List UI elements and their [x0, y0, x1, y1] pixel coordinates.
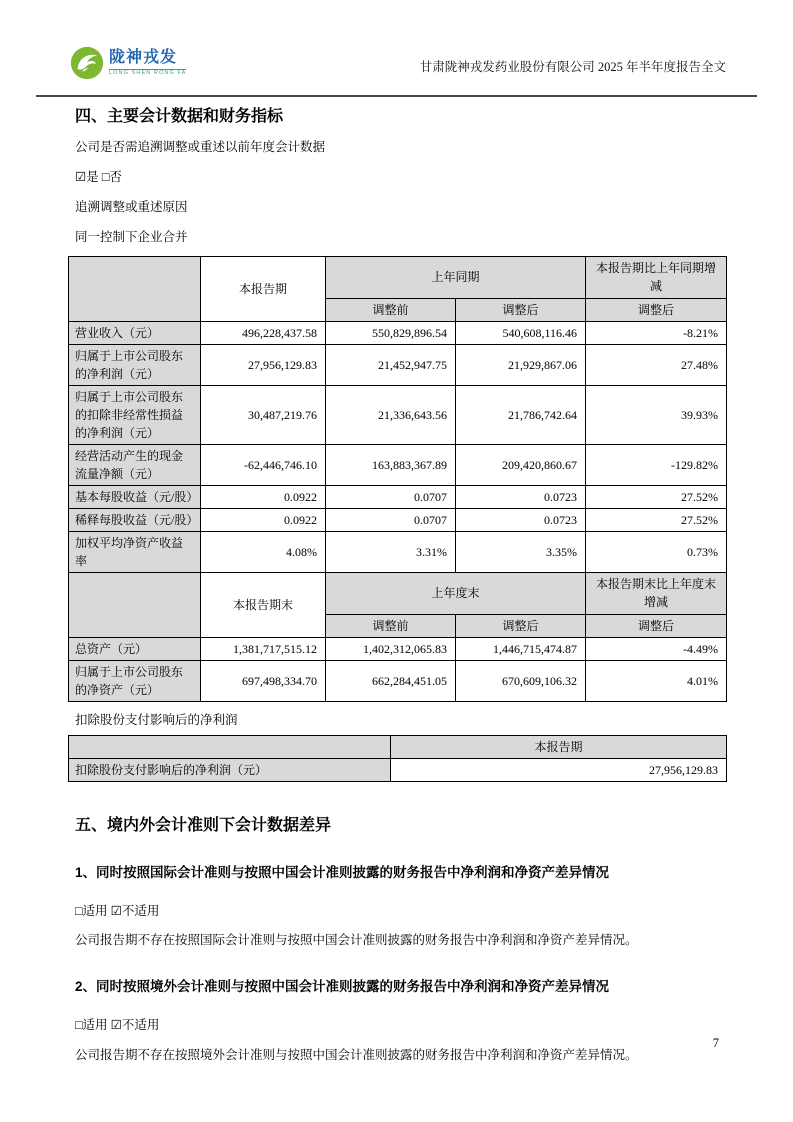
cell-change: -8.21% — [586, 321, 727, 344]
cell-before: 550,829,896.54 — [326, 321, 456, 344]
col-header-before: 调整前 — [326, 298, 456, 321]
cell-current: 4.08% — [201, 531, 326, 572]
row-label: 基本每股收益（元/股） — [69, 485, 201, 508]
col-header-prior-end-group: 上年度末 — [326, 572, 586, 614]
section5-sub1-title: 1、同时按照国际会计准则与按照中国会计准则披露的财务报告中净利润和净资产差异情况 — [75, 864, 610, 880]
table-header-row — [69, 256, 727, 298]
table-row — [69, 385, 727, 444]
col-header-prior-group: 上年同期 — [326, 256, 586, 298]
table-row — [69, 485, 727, 508]
col-header-current: 本报告期 — [391, 735, 727, 758]
cell-after: 21,786,742.64 — [456, 385, 586, 444]
col-header-current-end: 本报告期末 — [201, 572, 326, 637]
cell-current: 697,498,334.70 — [201, 660, 326, 701]
company-logo — [70, 46, 186, 80]
cell-before: 21,452,947.75 — [326, 344, 456, 385]
cell-after: 0.0723 — [456, 508, 586, 531]
col-header-after: 调整后 — [456, 298, 586, 321]
cell-current: 30,487,219.76 — [201, 385, 326, 444]
row-label: 归属于上市公司股东的扣除非经常性损益的净利润（元） — [69, 385, 201, 444]
cell-change: 27.52% — [586, 485, 727, 508]
table-header-row-end — [69, 572, 727, 614]
restate-answer-checkboxes: ☑是 □否 — [75, 169, 122, 184]
logo-brand-cn: 陇神戎发 — [109, 48, 178, 66]
cell-before: 0.0707 — [326, 508, 456, 531]
row-label: 归属于上市公司股东的净资产（元） — [69, 660, 201, 701]
restate-reason: 同一控制下企业合并 — [75, 229, 188, 244]
col-header-empty — [69, 735, 391, 758]
restate-question: 公司是否需追溯调整或重述以前年度会计数据 — [75, 140, 326, 154]
cell-current: 496,228,437.58 — [201, 321, 326, 344]
table-header-row — [69, 735, 727, 758]
cell-current: 27,956,129.83 — [201, 344, 326, 385]
page-content — [68, 101, 726, 1064]
table-row — [69, 660, 727, 701]
page-number: 7 — [712, 1036, 719, 1050]
logo-wordmark — [109, 50, 186, 77]
col-header-empty — [69, 256, 201, 321]
header-divider — [36, 95, 757, 97]
table-row — [69, 344, 727, 385]
row-label: 经营活动产生的现金流量净额（元） — [69, 444, 201, 485]
cell-current: 0.0922 — [201, 508, 326, 531]
table-row — [69, 531, 727, 572]
cell-current: 0.0922 — [201, 485, 326, 508]
cell-change: 0.73% — [586, 531, 727, 572]
section5-sub2-title: 2、同时按照境外会计准则与按照中国会计准则披露的财务报告中净利润和净资产差异情况 — [75, 979, 610, 995]
col-header-change-group: 本报告期比上年同期增减 — [586, 256, 727, 298]
sub2-text: 公司报告期不存在按照境外会计准则与按照中国会计准则披露的财务报告中净利润和净资产差异情况。 — [75, 1048, 638, 1063]
cell-change: -4.49% — [586, 637, 727, 660]
row-label: 归属于上市公司股东的净利润（元） — [69, 344, 201, 385]
table-row — [69, 444, 727, 485]
document-title: 甘肃陇神戎发药业股份有限公司 2025 年半年度报告全文 — [419, 60, 726, 74]
row-label: 营业收入（元） — [69, 321, 201, 344]
cell-after: 3.35% — [456, 531, 586, 572]
logo-brand-en: LONG SHEN RONG FA — [109, 69, 187, 76]
row-label: 加权平均净资产收益率 — [69, 531, 201, 572]
cell-before: 163,883,367.89 — [326, 444, 456, 485]
sub1-applicability-checkboxes: □适用 ☑不适用 — [75, 903, 160, 918]
cell-before: 21,336,643.56 — [326, 385, 456, 444]
cell-before: 662,284,451.05 — [326, 660, 456, 701]
col-header-before: 调整前 — [326, 614, 456, 637]
col-header-empty — [69, 572, 201, 637]
cell-change: 4.01% — [586, 660, 727, 701]
sub1-text: 公司报告期不存在按照国际会计准则与按照中国会计准则披露的财务报告中净利润和净资产差异情况。 — [75, 933, 638, 948]
cell-after: 0.0723 — [456, 485, 586, 508]
cell-before: 0.0707 — [326, 485, 456, 508]
row-label: 总资产（元） — [69, 637, 201, 660]
col-header-change-end-group: 本报告期末比上年度末增减 — [586, 572, 727, 614]
section4-title: 四、主要会计数据和财务指标 — [75, 108, 284, 125]
section5-title: 五、境内外会计准则下会计数据差异 — [75, 816, 332, 834]
restate-reason-label: 追溯调整或重述原因 — [75, 199, 188, 214]
col-header-current: 本报告期 — [201, 256, 326, 321]
row-label: 扣除股份支付影响后的净利润（元） — [69, 758, 391, 781]
cell-current: 1,381,717,515.12 — [201, 637, 326, 660]
share-payment-note: 扣除股份支付影响后的净利润 — [75, 712, 238, 727]
table-row — [69, 321, 727, 344]
cell-change: -129.82% — [586, 444, 727, 485]
cell-after: 209,420,860.67 — [456, 444, 586, 485]
row-label: 稀释每股收益（元/股） — [69, 508, 201, 531]
cell-current: -62,446,746.10 — [201, 444, 326, 485]
key-financials-table — [68, 256, 727, 702]
cell-after: 540,608,116.46 — [456, 321, 586, 344]
cell-current: 27,956,129.83 — [391, 758, 727, 781]
col-header-change-after: 调整后 — [586, 298, 727, 321]
col-header-after: 调整后 — [456, 614, 586, 637]
cell-change: 27.48% — [586, 344, 727, 385]
net-profit-excl-share-payment-table — [68, 735, 727, 782]
sub2-applicability-checkboxes: □适用 ☑不适用 — [75, 1018, 160, 1033]
table-row — [69, 637, 727, 660]
logo-mark-icon — [70, 46, 104, 80]
col-header-change-after: 调整后 — [586, 614, 727, 637]
cell-before: 1,402,312,065.83 — [326, 637, 456, 660]
table-row — [69, 508, 727, 531]
cell-after: 21,929,867.06 — [456, 344, 586, 385]
cell-after: 1,446,715,474.87 — [456, 637, 586, 660]
cell-change: 39.93% — [586, 385, 727, 444]
cell-before: 3.31% — [326, 531, 456, 572]
cell-change: 27.52% — [586, 508, 727, 531]
table-row — [69, 758, 727, 781]
cell-after: 670,609,106.32 — [456, 660, 586, 701]
